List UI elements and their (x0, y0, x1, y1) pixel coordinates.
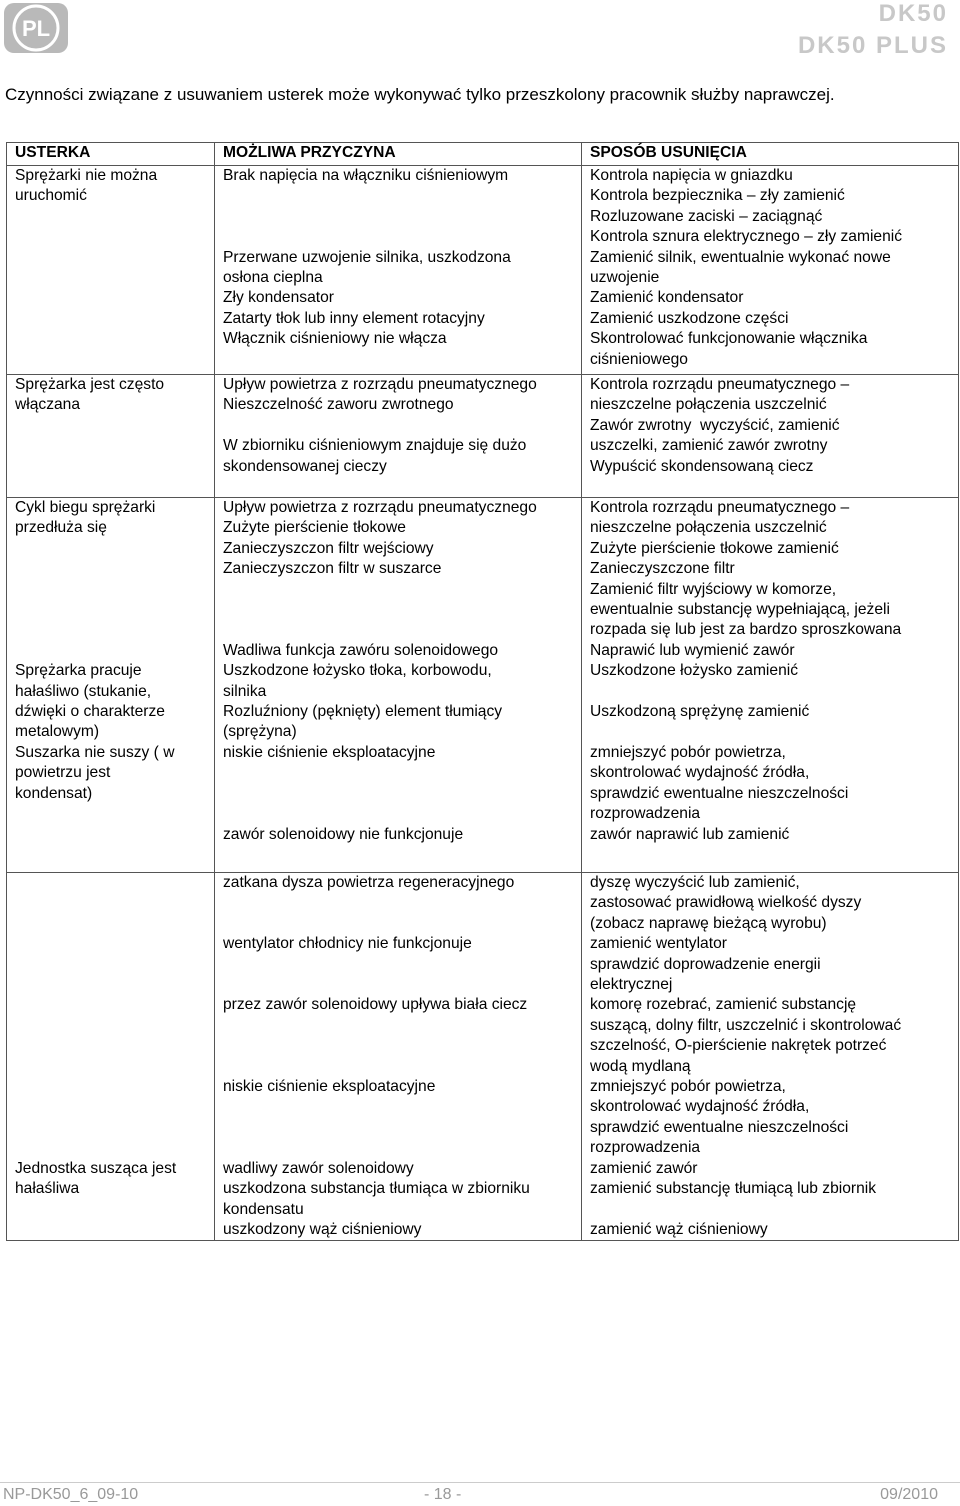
cause-cell (215, 873, 582, 1241)
footer-date: 09/2010 (880, 1486, 938, 1503)
cell-line: sprawdzić ewentualne nieszczelności (590, 784, 849, 802)
cell-line (223, 1118, 581, 1138)
cell-line (223, 416, 581, 436)
cell-line (15, 873, 214, 893)
cell-line: skontrolować wydajność źródła, (590, 1098, 810, 1116)
troubleshooting-table (6, 142, 959, 1241)
fault-cell (7, 375, 215, 498)
header-fault: USTERKA (7, 143, 215, 166)
cell-line: włączana (15, 396, 81, 414)
remedy-cell (582, 498, 959, 873)
cell-line (223, 1036, 581, 1056)
cell-line: sprawdzić doprowadzenie energii (590, 955, 821, 973)
table-row (7, 375, 959, 498)
table-row (7, 166, 959, 375)
cell-line (15, 1057, 214, 1077)
cell-line (15, 641, 214, 661)
cell-line: Wadliwa funkcja zawóru solenoidowego (223, 641, 499, 659)
cell-line: nieszczelne połączenia uszczelnić (590, 396, 827, 414)
cell-line: hałaśliwo (stukanie, (15, 682, 152, 700)
cell-line: Zużyte pierścienie tłokowe (223, 519, 406, 537)
cell-line (223, 207, 581, 227)
cell-line: Zamienić filtr wyjściowy w komorze, (590, 580, 837, 598)
cell-line (223, 1016, 581, 1036)
cell-line: Kontrola bezpiecznika – zły zamienić (590, 187, 845, 205)
footer-doc-code: NP-DK50_6_09-10 (3, 1486, 139, 1503)
cell-line: Zamienić uszkodzone części (590, 309, 789, 327)
cell-line: zatkana dysza powietrza regeneracyjnego (223, 874, 515, 891)
footer-rule (0, 1482, 960, 1483)
cell-line (15, 1097, 214, 1117)
cell-line (15, 914, 214, 934)
cell-line: Zły kondensator (223, 289, 334, 307)
cell-line: sprawdzić ewentualne nieszczelności (590, 1118, 849, 1136)
cell-line: nieszczelne połączenia uszczelnić (590, 519, 827, 537)
cell-line (223, 1057, 581, 1077)
remedy-cell (582, 166, 959, 375)
table-row (7, 873, 959, 1241)
cell-line (15, 1118, 214, 1138)
cell-line (223, 955, 581, 975)
cell-line (15, 1077, 214, 1097)
logo-text: PL (21, 16, 51, 41)
cell-line: zamienić substancję tłumiącą lub zbiornik (590, 1180, 877, 1198)
cell-line: zmniejszyć pobór powietrza, (590, 743, 786, 761)
cell-line: uszkodzony wąż ciśnieniowy (223, 1220, 422, 1238)
cell-line: silnika (223, 682, 267, 700)
cell-line: uszkodzona substancja tłumiąca w zbiorniku (223, 1180, 530, 1198)
cell-line: kondensatu (223, 1200, 304, 1218)
cell-line (223, 1138, 581, 1158)
cell-line: Przerwane uzwojenie silnika, uszkodzona (223, 248, 511, 266)
cell-line (15, 1036, 214, 1056)
cell-line (15, 620, 214, 640)
cell-line: Rozluźniony (pęknięty) element tłumiący (223, 703, 503, 721)
cell-line (15, 893, 214, 913)
cell-line: Zamienić kondensator (590, 289, 744, 307)
cell-line (223, 227, 581, 247)
cell-line: Zanieczyszczon filtr w suszarce (223, 560, 442, 578)
cell-line: Suszarka nie suszy ( w (15, 743, 175, 761)
remedy-cell (582, 375, 959, 498)
cell-line: Zatarty tłok lub inny element rotacyjny (223, 309, 485, 327)
cell-line (15, 975, 214, 995)
cell-line: przez zawór solenoidowy upływa biała ciecz (223, 996, 528, 1014)
cell-line: komorę rozebrać, zamienić substancję (590, 996, 857, 1014)
cell-line (15, 934, 214, 954)
cell-line: rozprowadzenia (590, 805, 701, 823)
fault-cell (7, 498, 215, 873)
cell-line: (sprężyna) (223, 723, 297, 741)
cell-line: Włącznik ciśnieniowy nie włącza (223, 330, 447, 348)
cell-line: Upływ powietrza z rozrządu pneumatycznego (223, 376, 537, 393)
remedy-cell (582, 873, 959, 1241)
cell-line: rozpada się lub jest za bardzo sproszkowana (590, 621, 902, 639)
cell-line (223, 763, 581, 783)
footer-page-number: - 18 - (424, 1486, 462, 1503)
cell-line: hałaśliwa (15, 1180, 80, 1198)
cell-line: niskie ciśnienie eksploatacyjne (223, 743, 436, 761)
cell-line: uszczelki, zamienić zawór zwrotny (590, 437, 828, 455)
cell-line: Brak napięcia na włączniku ciśnieniowym (223, 167, 509, 184)
cell-line: metalowym) (15, 723, 100, 741)
cell-line: Zanieczyszczon filtr wejściowy (223, 539, 434, 557)
cause-cell (215, 166, 582, 375)
cell-line: powietrzu jest (15, 764, 111, 782)
cell-line: Kontrola rozrządu pneumatycznego – (590, 499, 850, 516)
cell-line: Jednostka susząca jest (15, 1159, 177, 1177)
cell-line: kondensat) (15, 784, 93, 802)
cell-line: Upływ powietrza z rozrządu pneumatycznego (223, 499, 537, 516)
cell-line: Uszkodzoną sprężynę zamienić (590, 703, 810, 721)
cell-line: zamienić zawór (590, 1159, 698, 1177)
cell-line: Sprężarka jest często (15, 376, 165, 393)
header-cause: MOŻLIWA PRZYCZYNA (215, 143, 582, 166)
cell-line: rozprowadzenia (590, 1139, 701, 1157)
cell-line (223, 975, 581, 995)
cell-line: Zużyte pierścienie tłokowe zamienić (590, 539, 839, 557)
cell-line (223, 580, 581, 600)
cell-line: ewentualnie substancję wypełniającą, jeżeli (590, 601, 890, 619)
cell-line: zawór naprawić lub zamienić (590, 825, 790, 843)
header-remedy: SPOSÓB USUNIĘCIA (582, 143, 959, 166)
cell-line: (zobacz naprawę bieżącą wyrobu) (590, 914, 827, 932)
cell-line: niskie ciśnienie eksploatacyjne (223, 1078, 436, 1096)
cell-line: Uszkodzone łożysko tłoka, korbowodu, (223, 662, 492, 680)
cell-line: Uszkodzone łożysko zamienić (590, 662, 799, 680)
cell-line: Zamienić silnik, ewentualnie wykonać nowe (590, 248, 891, 266)
cell-line (223, 1097, 581, 1117)
cell-line: wentylator chłodnicy nie funkcjonuje (223, 935, 472, 953)
cell-line: uruchomić (15, 187, 87, 205)
cell-line: skontrolować wydajność źródła, (590, 764, 810, 782)
cell-line (223, 600, 581, 620)
cell-line: zawór solenoidowy nie funkcjonuje (223, 825, 464, 843)
cell-line: wadliwy zawór solenoidowy (223, 1159, 414, 1177)
cell-line: uzwojenie (590, 269, 660, 287)
cell-line (590, 682, 958, 702)
cell-line (15, 559, 214, 579)
cell-line (15, 600, 214, 620)
cell-line: dźwięki o charakterze (15, 703, 165, 721)
table-body (7, 166, 959, 1241)
cell-line: zamienić wentylator (590, 935, 727, 953)
cell-line: Nieszczelność zaworu zwrotnego (223, 396, 454, 414)
cell-line: Zanieczyszczone filtr (590, 560, 735, 578)
cell-line: Naprawić lub wymienić zawór (590, 641, 795, 659)
cell-line: W zbiorniku ciśnieniowym znajduje się dużo (223, 437, 527, 455)
cause-cell (215, 375, 582, 498)
cell-line: Wypuścić skondensowaną ciecz (590, 457, 814, 475)
cell-line (15, 1016, 214, 1036)
cell-line: osłona cieplna (223, 269, 323, 287)
cell-line (223, 893, 581, 913)
cell-line: Skontrolować funkcjonowanie włącznika (590, 330, 868, 348)
cell-line (15, 955, 214, 975)
cell-line: zmniejszyć pobór powietrza, (590, 1078, 786, 1096)
model-name-plus: DK50 PLUS (797, 32, 948, 59)
table-header-row (7, 143, 959, 166)
cell-line (590, 722, 958, 742)
cell-line: suszącą, dolny filtr, uszczelnić i skontrolować (590, 1016, 902, 1034)
cell-line: Kontrola napięcia w gniazdku (590, 167, 793, 184)
cell-line: ciśnieniowego (590, 350, 688, 368)
cell-line (223, 620, 581, 640)
pl-logo (3, 2, 69, 54)
intro-text: Czynności związane z usuwaniem usterek może wykonywać tylko przeszkolony pracownik służby naprawczej. (5, 85, 835, 104)
fault-cell (7, 166, 215, 375)
cell-line: zastosować prawidłową wielkość dyszy (590, 894, 862, 912)
cell-line: Sprężarka pracuje (15, 662, 142, 680)
cell-line: przedłuża się (15, 519, 107, 537)
cell-line (223, 804, 581, 824)
cell-line (223, 784, 581, 804)
cell-line (15, 1138, 214, 1158)
cell-line: Kontrola rozrządu pneumatycznego – (590, 376, 850, 393)
cell-line: Kontrola sznura elektrycznego – zły zamienić (590, 228, 903, 246)
cell-line (590, 1200, 958, 1220)
fault-cell (7, 873, 215, 1241)
cell-line (223, 914, 581, 934)
cause-cell (215, 498, 582, 873)
cell-line (15, 995, 214, 1015)
cell-line: zamienić wąż ciśnieniowy (590, 1220, 768, 1238)
cell-line: elektrycznej (590, 976, 673, 994)
cell-line: szczelność, O-pierścienie nakrętek potrzeć (590, 1037, 887, 1055)
cell-line: skondensowanej cieczy (223, 457, 387, 475)
cell-line: wodą mydlaną (590, 1057, 691, 1075)
cell-line: Cykl biegu sprężarki (15, 499, 156, 516)
cell-line (15, 539, 214, 559)
cell-line: Sprężarki nie można (15, 167, 158, 184)
cell-line (223, 186, 581, 206)
cell-line: dyszę wyczyścić lub zamienić, (590, 874, 800, 891)
table-row (7, 498, 959, 873)
model-name: DK50 (878, 0, 948, 27)
cell-line (15, 580, 214, 600)
cell-line: Zawór zwrotny wyczyścić, zamienić (590, 416, 840, 434)
cell-line: Rozluzowane zaciski – zaciągnąć (590, 207, 823, 225)
